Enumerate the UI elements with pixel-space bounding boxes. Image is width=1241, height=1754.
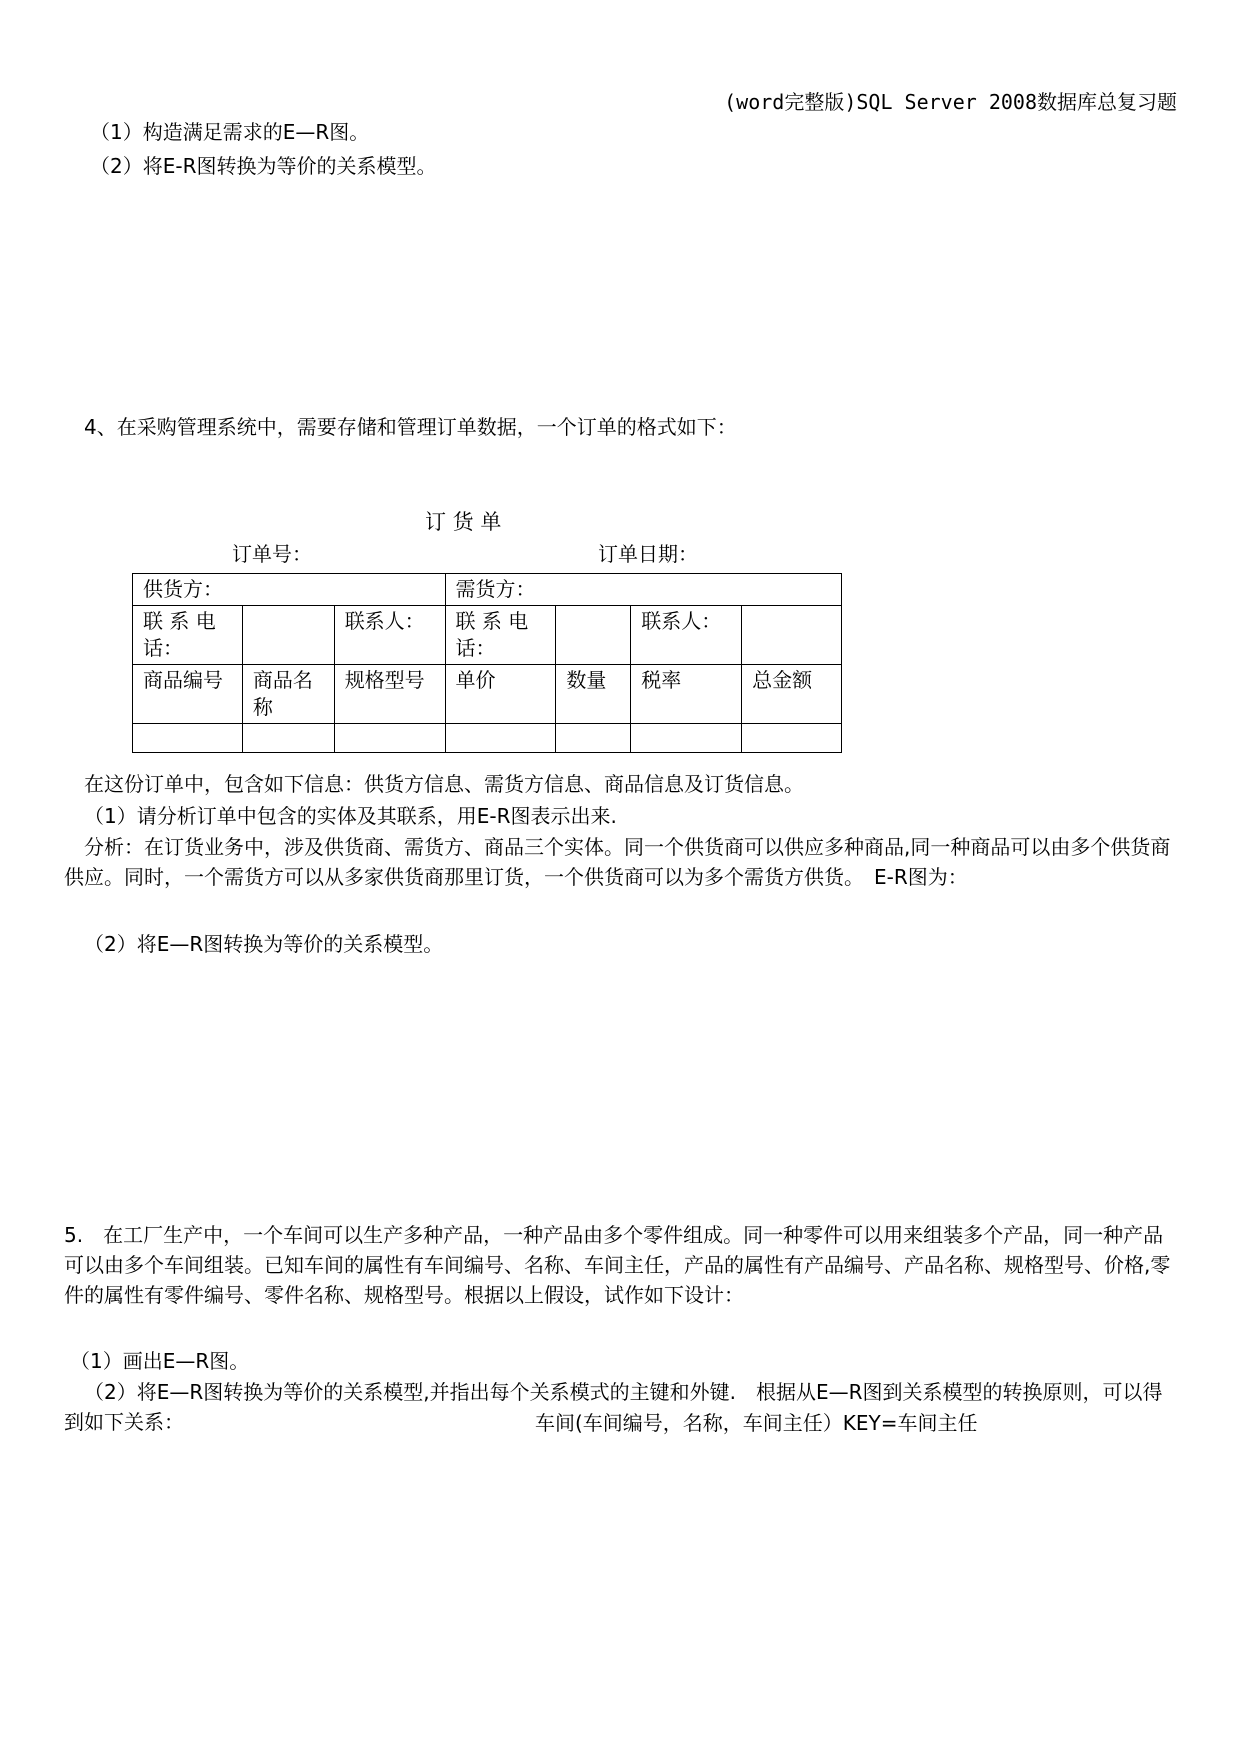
- empty-cell: [334, 724, 445, 753]
- supplier-contact-label: 联系人：: [334, 606, 445, 665]
- demander-contact-value: [742, 606, 842, 665]
- demander-phone-label: 联 系 电 话：: [445, 606, 556, 665]
- empty-cell: [742, 724, 842, 753]
- empty-cell: [445, 724, 556, 753]
- q4-item-1: （1）请分析订单中包含的实体及其联系，用E-R图表示出来.: [84, 804, 617, 828]
- empty-cell: [133, 724, 243, 753]
- column-header: 商品名称: [242, 665, 334, 724]
- q3-item-1: （1）构造满足需求的E—R图。: [90, 120, 370, 144]
- order-number-label: 订单号：: [232, 542, 312, 566]
- column-header: 总金额: [742, 665, 842, 724]
- q4-analysis: 分析：在订货业务中，涉及供货商、需货方、商品三个实体。同一个供货商可以供应多种商品,同一种商品可以由多个供货商供应。同时，一个需货方可以从多家供货商那里订货，一个供货商可以为多个需货方供货。 E-R图为：: [64, 835, 1171, 889]
- column-header: 数量: [556, 665, 631, 724]
- q4-intro: 4、在采购管理系统中，需要存储和管理订单数据，一个订单的格式如下：: [84, 415, 737, 439]
- order-form-title: 订 货 单: [425, 510, 502, 534]
- supplier-phone-value: [242, 606, 334, 665]
- q5-text: 5. 在工厂生产中，一个车间可以生产多种产品，一种产品由多个零件组成。同一种零件可以用来组装多个产品，同一种产品可以由多个车间组装。已知车间的属性有车间编号、名称、车间主任，产品的属性有产品编号、产品名称、规格型号、价格,零件的属性有零件编号、零件名称、规格型号。根据以上假设，试作如下设计：: [64, 1223, 1171, 1307]
- empty-cell: [242, 724, 334, 753]
- column-header: 单价: [445, 665, 556, 724]
- column-header: 税率: [631, 665, 742, 724]
- q4-info: 在这份订单中，包含如下信息：供货方信息、需货方信息、商品信息及订货信息。: [84, 772, 804, 796]
- q5-relation: 车间(车间编号，名称，车间主任）KEY=车间主任: [535, 1411, 978, 1435]
- demander-label: 需货方：: [455, 577, 536, 601]
- document-header: (word完整版)SQL Server 2008数据库总复习题: [724, 90, 1177, 114]
- demander-cell: [445, 574, 841, 606]
- supplier-phone-label: 联 系 电 话：: [133, 606, 243, 665]
- empty-cell: [556, 724, 631, 753]
- q3-item-2: （2）将E-R图转换为等价的关系模型。: [90, 154, 437, 178]
- q5-item-2: （2）将E—R图转换为等价的关系模型,并指出每个关系模式的主键和外键. 根据从E—R图到关系模型的转换原则，可以得到如下关系：: [64, 1380, 1163, 1434]
- column-header: 规格型号: [334, 665, 445, 724]
- supplier-cell: [133, 574, 446, 606]
- q4-item-2: （2）将E—R图转换为等价的关系模型。: [84, 932, 444, 956]
- empty-cell: [631, 724, 742, 753]
- column-header: 商品编号: [133, 665, 243, 724]
- order-form-table: [132, 573, 842, 753]
- demander-contact-label: 联系人：: [631, 606, 742, 665]
- supplier-label: 供货方：: [143, 577, 223, 601]
- demander-phone-value: [556, 606, 631, 665]
- q5-item-1: （1）画出E—R图。: [70, 1349, 250, 1373]
- order-date-label: 订单日期：: [598, 542, 698, 566]
